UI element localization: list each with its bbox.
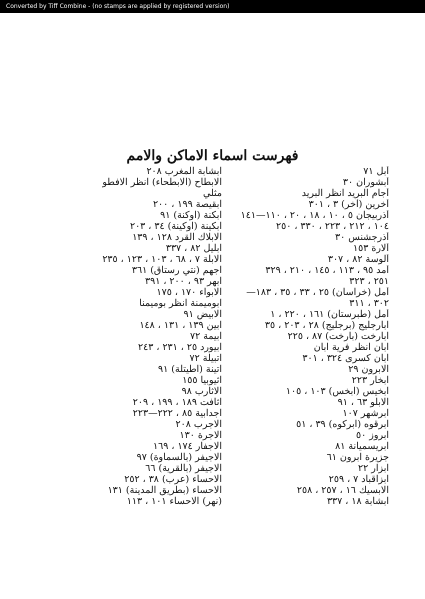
index-entry: الاثارب ٩٨ bbox=[181, 386, 222, 397]
index-entry: ابشابة المغرب ٢٠٨ bbox=[146, 166, 222, 177]
index-entry: الاجرة ١٣٠ bbox=[179, 430, 222, 441]
index-entry: اتينة (اطيتلة) ٩١ bbox=[158, 364, 222, 375]
index-entry: ابوميمنة انظر بوميمنا bbox=[139, 298, 222, 309]
index-entry: اثيوبيا ١٥٥ bbox=[182, 375, 222, 386]
index-entry: ابزار ٢٢ bbox=[358, 463, 389, 474]
index-entry: ابريسميانة ٨١ bbox=[335, 441, 389, 452]
index-entry: ابكينة (اوكينة) ٣٤ ، ٢٠٣ bbox=[129, 221, 222, 232]
index-entry: آلوسة ٨٢ ، ٣٠٧ bbox=[327, 254, 389, 265]
index-entry: اتبيلة ٧٢ bbox=[189, 353, 222, 364]
index-entry: الاجفار ١٧٤ ، ١٦٩ bbox=[153, 441, 222, 452]
index-entry: آبشوران ٣٠ bbox=[342, 177, 389, 188]
index-entry: آجام البريد انظر البريد bbox=[301, 188, 389, 199]
index-entry: ابشابة ١٨ ، ٣٣٧ bbox=[326, 496, 389, 507]
index-entry: ١٠٤ ، ٢١٢ ، ٢٢٣ ، ٣٣٠ ، ٢٥٠ bbox=[276, 221, 389, 232]
index-entry: آذرجشنس ٣٠ bbox=[334, 232, 389, 243]
index-entry: جزيرة ابرون ٦١ bbox=[326, 452, 389, 463]
index-entry: آمد ٩٥ ، ١١٣ ، ١٤٥ ، ٢١٠ ، ٣٢٩ bbox=[265, 265, 389, 276]
index-entry: آلارة ١٥٣ bbox=[353, 243, 389, 254]
index-column-left bbox=[66, 166, 222, 507]
index-entry: الاجيفر (بالقرية) ٦٦ bbox=[145, 463, 222, 474]
index-entry: ابرشهر ١٠٧ bbox=[342, 408, 389, 419]
index-entry: الابلو ٦٣ ، ٩١ bbox=[337, 397, 389, 408]
index-entry: ابارجليج (برجليج) ٢٨ ، ٢٠٣ ، ٣٥ bbox=[264, 320, 389, 331]
index-entry: ابيورد ٢٥ ، ٢٣١ ، ٢٤٣ bbox=[138, 342, 222, 353]
index-entry: ابليل ٨٢ ، ٣٣٧ bbox=[165, 243, 222, 254]
index-entry: ٢٥١ ، ٣٢٣ bbox=[349, 276, 389, 287]
index-entry: ابخار ٢٢٣ bbox=[351, 375, 389, 386]
index-entry: مثلي bbox=[202, 188, 222, 199]
index-entry: الابلة ٧ ، ٦٨ ، ١٠٣ ، ١٢٣ ، ٢٣٥ bbox=[102, 254, 222, 265]
index-entry: الابيض ٩١ bbox=[183, 309, 222, 320]
index-entry: الاجيفر (بالسماوة) ٩٧ bbox=[136, 452, 222, 463]
index-entry: الاحساء (عرب) ٣٨ ، ٢٥٢ bbox=[124, 474, 222, 485]
index-entry: آخرين (آخر) ٣ ، ٣٠١ bbox=[308, 199, 389, 210]
index-entry: ابيمة ٧٢ bbox=[190, 331, 222, 342]
index-entry: ابارخت (بارخت) ٨٧ ، ٢٢٥ bbox=[287, 331, 389, 342]
index-entry: ابرقوه (ابركوه) ٣٩ ، ٥١ bbox=[296, 419, 389, 430]
index-entry: اجدابية ٨٥ ، ٢٢٢—٢٢٣ bbox=[132, 408, 222, 419]
index-entry: ٣٠٢ ، ٣١١ bbox=[349, 298, 389, 309]
index-entry: آمل (طبرستان) ١٦١ ، ٢٢٠ ، ١ bbox=[270, 309, 389, 320]
page-title: فهرست اسماء الاماكن والامم bbox=[126, 148, 299, 164]
index-entry: ابخيس (ابخس) ١٠٣ ، ١٠٥ bbox=[285, 386, 389, 397]
index-entry: الابطاح (الابطحاء) انظر الافطو bbox=[102, 177, 222, 188]
index-entry: آمل (خراسان) ٢٥ ، ٣٣ ، ٣٥ ، ١٨٣— bbox=[246, 287, 389, 298]
index-entry: اثافت ١٨٩ ، ١٩٩ ، ٢٠٩ bbox=[132, 397, 222, 408]
index-entry: الابرون ٢٩ bbox=[348, 364, 389, 375]
index-entry: الاجرب ٢٠٨ bbox=[175, 419, 222, 430]
index-entry: ابكنة (اوكنة) ٩١ bbox=[160, 210, 222, 221]
index-entry: الابلاك القرد ١٢٨ ، ١٣٩ bbox=[132, 232, 222, 243]
index-entry: آبل ٧١ bbox=[363, 166, 389, 177]
index-entry: ابزاقباد ٧ ، ٢٥٩ bbox=[328, 474, 389, 485]
index-entry: آذربيجان ٥ ، ١٠ ، ١٨ ، ٢٠ ، ١١٠—١٤١ bbox=[240, 210, 389, 221]
index-entry: الابواء ١٧٠ ، ١٧٥ bbox=[156, 287, 222, 298]
index-column-right bbox=[233, 166, 389, 507]
index-entry: الاحساء (بطريق المدينة) ١٣١ bbox=[107, 485, 222, 496]
index-entry: (نهر) الاحساء ١٠١ ، ١١٣ bbox=[126, 496, 222, 507]
index-entry: اجهم (نتي رستاق) ٣٦١ bbox=[131, 265, 222, 276]
index-entry: ابقيصة ١٩٩ ، ٢٠٠ bbox=[152, 199, 222, 210]
converter-banner: Converted by Tiff Combine - (no stamps are applied by registered version) bbox=[0, 0, 425, 13]
index-entry: ابروز ٥٠ bbox=[356, 430, 389, 441]
index-entry: ابين ١٣٩ ، ١٣١ ، ١٤٨ bbox=[139, 320, 222, 331]
index-entry: ابان كسرى ٣٢٤ ، ٣٠١ bbox=[302, 353, 389, 364]
index-entry: الابسيك ١٦ ، ٢٥٧ ، ٢٥٨ bbox=[296, 485, 389, 496]
index-entry: ابان انظر فرية ابان bbox=[313, 342, 389, 353]
index-entry: ابهر ٩٣ ، ٢٠٠ ، ٣٩١ bbox=[145, 276, 222, 287]
